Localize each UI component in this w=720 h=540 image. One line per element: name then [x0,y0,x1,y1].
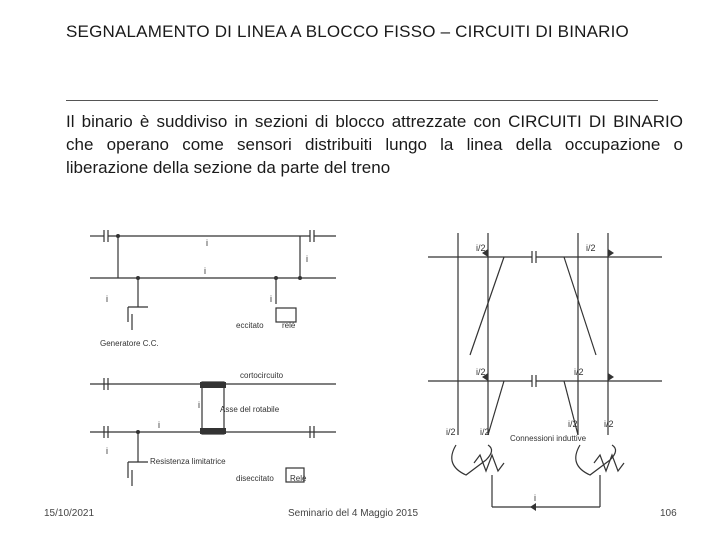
footer-date: 15/10/2021 [44,508,95,519]
label-i-mid: i [204,266,206,276]
slide-title: SEGNALAMENTO DI LINEA A BLOCCO FISSO – CIRCUITI DI BINARIO [66,22,629,41]
label-connessioni-induttive: Connessioni induttive [510,434,587,443]
label-rele: relè [282,321,296,330]
track-circuit-dc-svg [88,222,338,497]
label-i2-tr: i/2 [586,243,596,253]
label-diseccitato: diseccitato [236,474,274,483]
label-i-left-b: i [198,400,200,410]
label-i2-br2: i/2 [604,419,614,429]
label-eccitato: eccitato [236,321,264,330]
label-i2-ml: i/2 [476,367,486,377]
track-circuit-ac-svg [418,225,672,515]
label-i2-tl: i/2 [476,243,486,253]
label-i-right: i [306,254,308,264]
track-circuit-ac-diagram [418,225,672,515]
title-divider [66,100,658,101]
label-i-low: i [158,420,160,430]
label-i2-bl1: i/2 [446,427,456,437]
slide-body-text: Il binario è suddiviso in sezioni di blocco attrezzate con CIRCUITI DI BINARIO che operano come sensori distribuiti lungo la linea della occupazione o liberazione della sezione da parte del treno [66,112,683,177]
label-generatore: Generatore C.C. [100,339,159,348]
label-i2-mr: i/2 [574,367,584,377]
footer-page-number: 106 [660,508,677,519]
label-asse-rotabile: Asse del rotabile [220,405,280,414]
label-i-left-a: i [106,294,108,304]
label-i-left-c: i [106,446,108,456]
label-resistenza: Resistenza limitatrice [150,457,226,466]
label-rele-b: Relè [290,474,307,483]
footer-event: Seminario del 4 Maggio 2015 [288,508,419,519]
label-i-bottom: i [534,493,536,503]
label-i-center-a: i [270,294,272,304]
label-i2-br1: i/2 [568,419,578,429]
label-cortocircuito: cortocircuito [240,371,284,380]
label-i2-bl2: i/2 [480,427,490,437]
track-circuit-dc-diagram [88,222,338,497]
label-i-top: i [206,238,208,248]
